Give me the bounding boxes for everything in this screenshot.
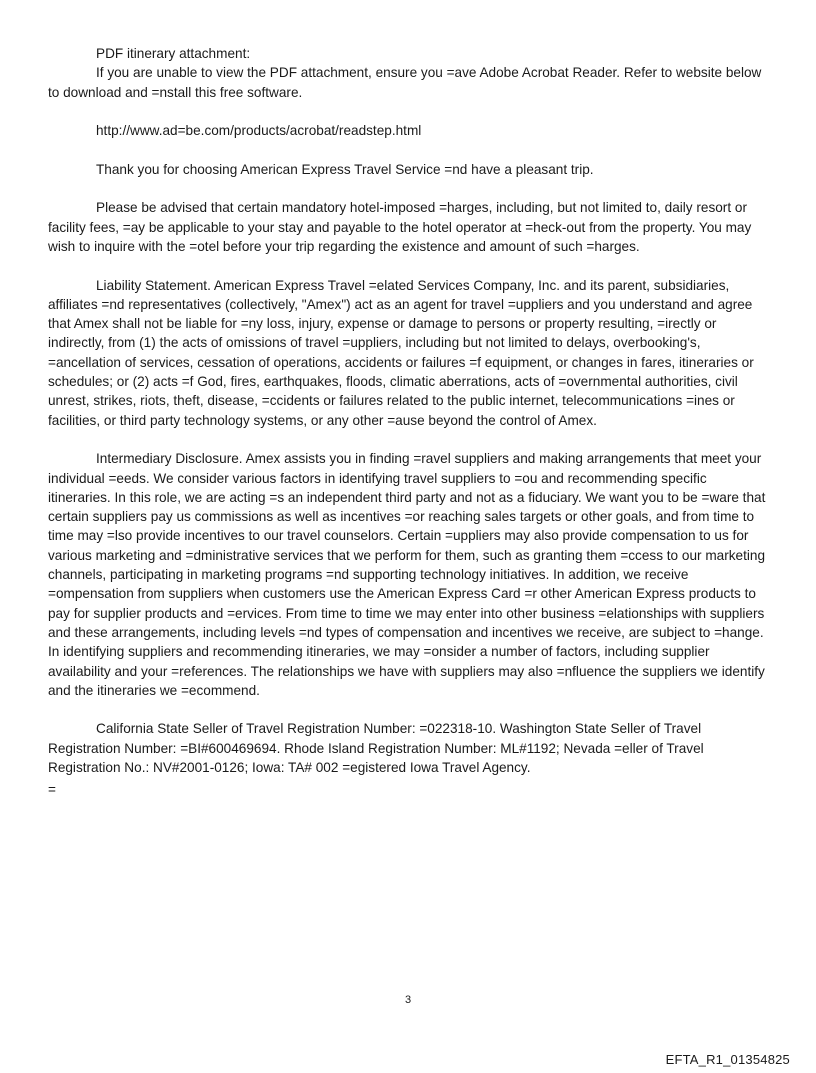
- document-body: [48, 44, 770, 777]
- page-number: 3: [404, 994, 412, 1006]
- acrobat-instructions: If you are unable to view the PDF attachment, ensure you =ave Adobe Acrobat Reader. Refer to website below to download and =nstall this free software.: [48, 65, 762, 100]
- registration-paragraph: California State Seller of Travel Registration Number: =022318-10. Washington State Seller of Travel Registration Number: =BI#600469694. Rhode Island Registration Number: ML#1192; Nevada =eller of Travel Registration No.: NV#2001-0126; Iowa: TA# 002 =egistered Iowa Travel Agency.: [48, 721, 704, 775]
- hotel-charges-paragraph: Please be advised that certain mandatory hotel-imposed =harges, including, but not limited to, daily resort or facility fees, =ay be applicable to your stay and payable to the hotel operator at =heck-out from the property. You may wish to inquire with the =otel before your trip regarding the existence and amount of such =harges.: [48, 200, 752, 254]
- pdf-heading: PDF itinerary attachment:: [96, 46, 251, 61]
- liability-statement-paragraph: Liability Statement. American Express Travel =elated Services Company, Inc. and its parent, subsidiaries, affiliates =nd representatives (collectively, "Amex") act as an agent for travel =uppliers and you understand and agree that Amex shall not be liable for =ny loss, injury, expense or damage to persons or property resulting, =irectly or indirectly, from (1) the acts of omissions of travel =uppliers, including but not limited to delays, overbooking's, =ancellation of services, cessation of operations, accidents or failures =f equipment, or changes in fares, itineraries or schedules; or (2) acts =f God, fires, earthquakes, floods, climatic aberrations, acts of =overnmental authorities, civil unrest, strikes, riots, theft, disease, =ccidents or failures related to the public internet, telecommunications =ines or facilities, or third party technology systems, or any other =ause beyond the control of Amex.: [48, 277, 754, 428]
- acrobat-url: http://www.ad=be.com/products/acrobat/readstep.html: [96, 123, 422, 139]
- stray-mark: =: [48, 782, 56, 797]
- bates-number: EFTA_R1_01354825: [665, 1052, 790, 1067]
- thank-you-paragraph: Thank you for choosing American Express Travel Service =nd have a pleasant trip.: [96, 161, 594, 177]
- intermediary-disclosure-paragraph: Intermediary Disclosure. Amex assists you in finding =ravel suppliers and making arrangements that meet your individual =eeds. We consider various factors in identifying travel suppliers to =ou and recommending specific itineraries. In this role, we are acting =s an independent third party and not as a fiduciary. We want you to be =ware that certain suppliers pay us commissions as well as incentives =or reaching sales targets or other goals, and from time to time may =lso provide incentives to our travel counselors. Certain =uppliers may also provide compensation to us for various marketing and =dministrative services that we perform for them, such as granting them =ccess to our marketing channels, participating in marketing programs =nd supporting technology initiatives. In addition, we receive =ompensation from suppliers when customers use the American Express Card =r other American Express products to pay for supplier products and =ervices. From time to time we may enter into other business =elationships with suppliers and these arrangements, including levels =nd types of compensation and incentives we receive, are subject to =hange. In identifying suppliers and recommending itineraries, we may =onsider a number of factors, including supplier availability and your =references. The relationships we have with suppliers may also =nfluence the suppliers we identify and the itineraries we =ecommend.: [48, 451, 766, 698]
